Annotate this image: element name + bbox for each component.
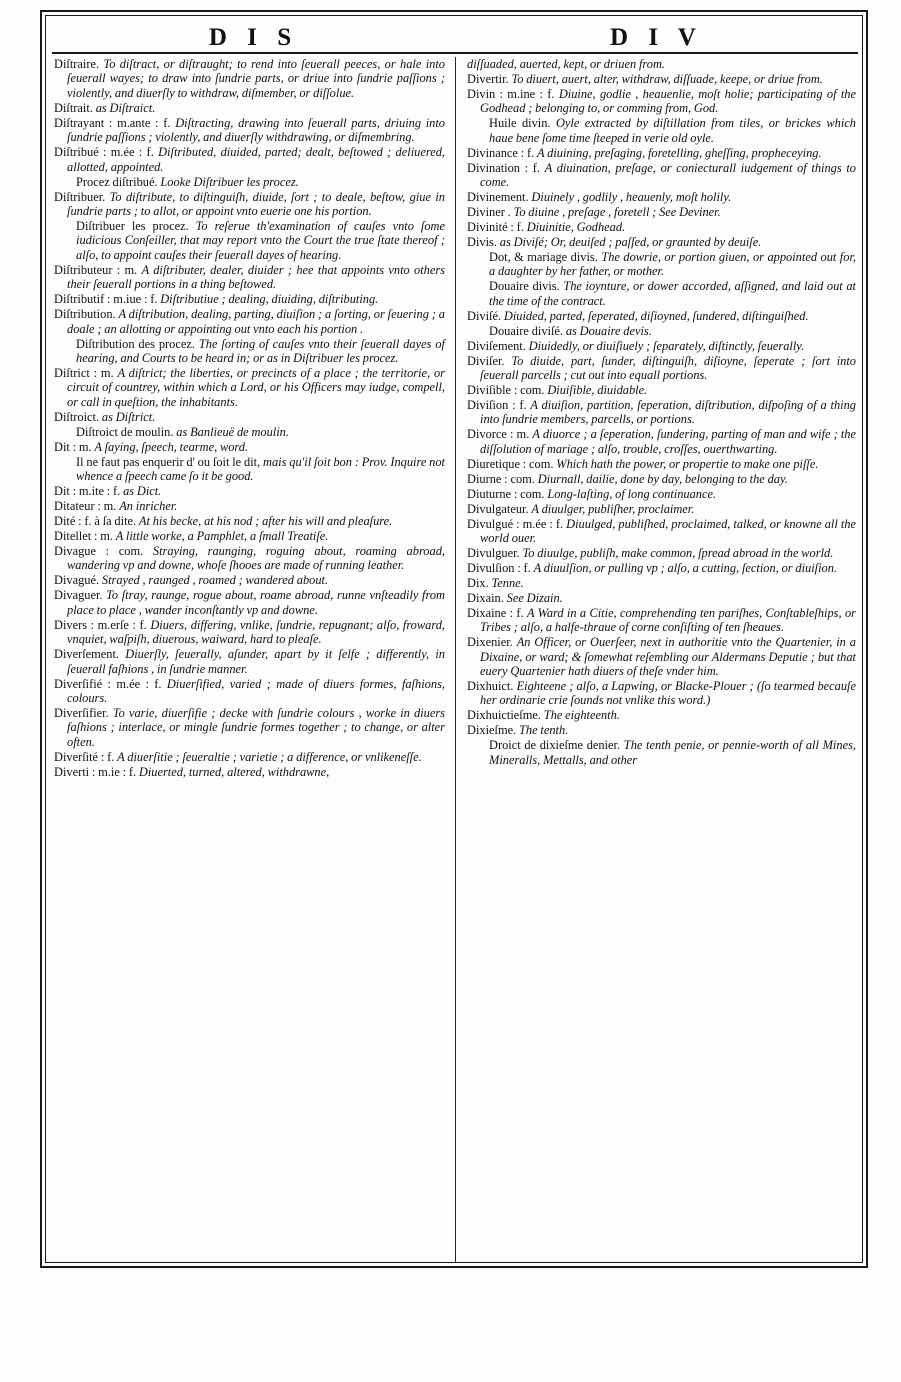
entry-headword: Dit : m.ite : f. — [54, 484, 121, 499]
entry-headword: Diſtribuer. — [54, 189, 106, 204]
entry-headword: Diverti : m.ie : f. — [54, 764, 137, 779]
dictionary-entry — [467, 309, 856, 323]
dictionary-entry — [467, 457, 856, 471]
entry-headword: Divulgué : m.ée : f. — [467, 516, 564, 531]
entry-headword: Droict de dixieſme denier. — [489, 738, 621, 753]
dictionary-entry — [54, 190, 445, 219]
entry-definition: To diſtract, or diſtraught; to rend into ſeuerall peeces, or hale into ſeuerall wayes; to draw into ſundrie parts, or driue into ſundrie paſſions ; violently, and diuerſly to withdraw, diſmember, or diſſolue. — [67, 57, 445, 100]
dictionary-entry — [54, 292, 445, 306]
entry-headword: Dixhuict. — [467, 679, 514, 694]
entry-headword: Dix. — [467, 575, 489, 590]
dictionary-entry — [467, 87, 856, 116]
entry-definition: A diuining, preſaging, foretelling, gheſſing, propheceying. — [537, 145, 822, 160]
dictionary-entry — [467, 561, 856, 575]
entry-definition: Diſtributed, diuided, parted; dealt, beſtowed ; deliuered, allotted, appointed. — [67, 145, 445, 174]
dictionary-entry — [54, 573, 445, 587]
dictionary-entry — [54, 499, 445, 513]
entry-definition: A diſtrict; the liberties, or precincts of a place ; the territorie, or circuit of countrey, within which a Lord, or his Officers may iudge, compell, or call in queſtion, the inhabitants. — [67, 366, 445, 409]
entry-definition: To diuulge, publiſh, make common, ſpread abroad in the world. — [522, 545, 834, 560]
dictionary-entry — [467, 57, 856, 71]
dictionary-entry — [467, 146, 856, 160]
dictionary-entry — [467, 738, 856, 767]
dictionary-entry — [54, 145, 445, 174]
dictionary-entry — [467, 324, 856, 338]
entry-definition: Diuerſified, varied ; made of diuers formes, faſhions, colours. — [67, 676, 445, 705]
entry-headword: Diſtroict. — [54, 409, 100, 424]
dictionary-entry — [467, 487, 856, 501]
dictionary-entry — [467, 279, 856, 308]
entry-definition: An Officer, or Ouerſeer, next in authoritie vnto the Quartenier, in a Dixaine, or ward; & ſomewhat reſembling our Aldermans Deputie ; but that euery Quartenier hath diuers of theſe vnder him. — [480, 635, 856, 679]
dictionary-entry — [467, 472, 856, 486]
entry-definition: A diuulſion, or pulling vp ; alſo, a cutting, ſection, or diuiſion. — [533, 560, 838, 575]
dictionary-entry — [467, 517, 856, 546]
entry-headword: Diſtribution des procez. — [76, 336, 195, 351]
entry-definition: A ſaying, ſpeech, tearme, word. — [94, 439, 249, 454]
running-head-left: D I S — [208, 24, 299, 51]
dictionary-entry — [467, 502, 856, 516]
entry-definition: The ſorting of cauſes vnto their ſeuerall dayes of hearing, and Courts to be heard in; or as in Diſtribuer les procez. — [76, 336, 445, 366]
entry-headword: Diuturne : com. — [467, 486, 545, 501]
dictionary-entry — [54, 647, 445, 676]
entry-headword: Dixhuictieſme. — [467, 708, 541, 723]
entry-headword: Diverſifié : m.ée : f. — [54, 676, 162, 691]
entry-definition: Eighteene ; alſo, a Lapwing, or Blacke-Plouer ; (ſo tearmed becauſe her ordinarie crie ſounds not vnlike this word.) — [480, 679, 856, 708]
entry-definition: A diuiſion, partition, ſeperation, diſtribution, diſpoſing of a thing into ſundrie members, parcells, or portions. — [480, 397, 856, 427]
entry-definition: Diuided, parted, ſeperated, diſioyned, ſundered, diſtinguiſhed. — [503, 308, 809, 323]
dictionary-entry — [54, 514, 445, 528]
entry-headword: Diverſité : f. — [54, 749, 115, 764]
entry-headword: Dot, & mariage divis. — [489, 249, 598, 264]
dictionary-entry — [54, 706, 445, 749]
entry-headword: Diviſible : com. — [467, 382, 545, 397]
entry-definition: A diuerſitie ; ſeueraltie ; varietie ; a difference, or vnlikeneſſe. — [117, 749, 422, 764]
entry-headword: Dixaine : f. — [467, 605, 524, 620]
dictionary-entry — [54, 307, 445, 336]
dictionary-entry — [467, 339, 856, 353]
entry-definition: To varie, diuerſifie ; decke with ſundrie colours , worke in diuers faſhions ; interlace, or mingle ſundrie formes together ; to change, or alter often. — [67, 705, 445, 749]
entry-headword: Divinance : f. — [467, 145, 535, 160]
entry-definition: A diuulger, publiſher, proclaimer. — [531, 501, 695, 516]
entry-headword: Diſtribution. — [54, 307, 116, 322]
dictionary-entry — [467, 250, 856, 279]
entry-definition: To diſtribute, to diſtinguiſh, diuide, ſort ; to deale, beſtow, giue in ſundrie parts ; to allot, or appoint vnto euerie one his portion. — [67, 189, 445, 219]
dictionary-entry — [467, 591, 856, 605]
entry-headword: Divinement. — [467, 190, 529, 205]
dictionary-entry — [54, 366, 445, 409]
dictionary-entry — [467, 606, 856, 635]
entry-headword: Il ne faut pas enquerir d' ou ſoit le dit, — [76, 454, 261, 469]
entry-headword: Divulſion : f. — [467, 560, 531, 575]
dictionary-entry — [467, 576, 856, 590]
entry-definition: See Dizain. — [506, 590, 563, 605]
dictionary-entry — [54, 529, 445, 543]
entry-definition: Diuulged, publiſhed, proclaimed, talked, or knowne all the world ouer. — [480, 516, 856, 545]
entry-definition: A Ward in a Citie, comprehending ten pariſhes, Conſtableſhips, or Tribes ; alſo, a halfe-thraue of corne conſiſting of ten ſheaues. — [480, 605, 856, 635]
entry-headword: Ditateur : m. — [54, 499, 117, 514]
entry-headword: Diſtribué : m.ée : f. — [54, 145, 154, 160]
entry-definition: Diuers, differing, vnlike, ſundrie, repugnant; alſo, froward, vnquiet, waſpiſh, diuerous, waiward, hard to pleaſe. — [67, 617, 445, 647]
dictionary-entry — [54, 765, 445, 779]
entry-definition: To diuert, auert, alter, withdraw, diſſuade, keepe, or driue from. — [511, 71, 823, 86]
entry-headword: Diverſement. — [54, 647, 120, 662]
entry-headword: Diſtribuer les procez. — [76, 218, 189, 233]
entry-headword: Diuretique : com. — [467, 456, 554, 471]
dictionary-entry — [467, 679, 856, 708]
dictionary-entry — [467, 235, 856, 249]
dictionary-entry — [467, 220, 856, 234]
dictionary-entry — [54, 440, 445, 454]
entry-definition: Oyle extracted by diſtillation from tiles, or brickes which haue bene ſome time ſteeped in verie old oyle. — [489, 116, 856, 145]
entry-definition: Diurnall, dailie, done by day, belonging to the day. — [537, 471, 788, 486]
entry-headword: Dixieſme. — [467, 723, 517, 738]
entry-headword: Diviſion : f. — [467, 397, 527, 412]
text-columns — [54, 57, 856, 1262]
dictionary-entry — [54, 618, 445, 647]
dictionary-entry — [467, 190, 856, 204]
entry-headword: Douaire divis. — [489, 279, 560, 294]
entry-headword: Divague : com. — [54, 543, 144, 558]
entry-definition: Diuine, godlie , heauenlie, moſt holie; participating of the Godhead ; belonging to, or comming from, God. — [480, 86, 856, 116]
entry-definition: To reſerue th'examination of cauſes vnto ſome iudicious Conſeiller, that may report vnto the Court the true ſtate thereof ; alſo, to appoint cauſes their ſeuerall dayes of hearing. — [76, 218, 445, 262]
entry-definition: A diſtributer, dealer, diuider ; hee that appoints vnto others their ſeuerall portions in a thing beſtowed. — [67, 262, 445, 292]
entry-headword: Divinité : f. — [467, 219, 524, 234]
dictionary-entry — [54, 425, 445, 439]
entry-definition: To diuine , preſage , foretell ; See Deviner. — [513, 205, 721, 220]
entry-headword: Dité : f. à ſa dite. — [54, 514, 137, 529]
dictionary-entry — [467, 708, 856, 722]
entry-definition: Strayed , raunged , roamed ; wandered about. — [101, 573, 329, 588]
entry-headword: Diurne : com. — [467, 471, 535, 486]
entry-headword: Divulgateur. — [467, 501, 529, 516]
entry-headword: Dixenier. — [467, 635, 513, 650]
entry-definition: A diuorce ; a ſeperation, ſundering, parting of man and wife ; the diſſolution of mariage ; alſo, trouble, croſſes, ouerthwarting. — [480, 427, 856, 456]
entry-definition: Diuerted, turned, altered, withdrawne, — [138, 764, 330, 779]
entry-headword: Divers : m.erſe : f. — [54, 617, 147, 632]
entry-headword: Dixain. — [467, 590, 504, 605]
entry-definition: The ioynture, or dower accorded, aſſigned, and laid out at the time of the contract. — [489, 279, 856, 308]
dictionary-entry — [467, 205, 856, 219]
entry-definition: as Dict. — [123, 484, 162, 499]
entry-definition: To diuide, part, ſunder, diſtinguiſh, diſioyne, ſeperate ; ſort into ſeuerall parcells ; cut out into equall portions. — [480, 353, 856, 383]
dictionary-entry — [54, 544, 445, 573]
entry-definition: The dowrie, or portion giuen, or appointed out for, a daughter by her father, or mother. — [489, 249, 856, 279]
entry-headword: Divertir. — [467, 71, 509, 86]
dictionary-entry — [467, 398, 856, 427]
entry-definition: Looke Diſtribuer les procez. — [160, 174, 299, 189]
entry-definition: as Diviſé; Or, deuiſed ; paſſed, or graunted by deuiſe. — [499, 234, 762, 249]
entry-definition: The tenth. — [519, 723, 569, 738]
entry-definition: A diuination, preſage, or coniecturall iudgement of things to come. — [480, 160, 856, 190]
entry-definition: Diuiſible, diuidable. — [547, 382, 648, 397]
right-column — [455, 57, 856, 1262]
dictionary-entry — [54, 588, 445, 617]
entry-headword: Procez diſtribué. — [76, 174, 158, 189]
entry-headword: Diſtrict : m. — [54, 366, 114, 381]
dictionary-entry — [54, 337, 445, 366]
entry-headword: Divaguer. — [54, 588, 103, 603]
header-divider — [52, 52, 858, 54]
entry-headword: Divis. — [467, 234, 497, 249]
entry-headword: Divorce : m. — [467, 427, 530, 442]
left-column — [54, 57, 455, 1262]
entry-definition: Long-laſting, of long continuance. — [547, 486, 717, 501]
entry-definition: as Banlieuë de moulin. — [176, 424, 289, 439]
entry-headword: Diverſifier. — [54, 705, 109, 720]
entry-definition: Diuinitie, Godhead. — [526, 219, 626, 234]
entry-headword: Divination : f. — [467, 160, 541, 175]
entry-definition: Tenne. — [491, 575, 524, 590]
entry-headword: Douaire diviſé. — [489, 323, 564, 338]
dictionary-entry — [467, 354, 856, 383]
entry-headword: Diſtroict de moulin. — [76, 424, 174, 439]
dictionary-entry — [467, 383, 856, 397]
entry-definition: Diſtributiue ; dealing, diuiding, diſtributing. — [160, 292, 379, 307]
dictionary-entry — [54, 116, 445, 145]
entry-definition: An inricher. — [119, 499, 178, 514]
entry-definition: as Diſtraict. — [95, 100, 156, 115]
entry-headword: Diſtributeur : m. — [54, 262, 138, 277]
dictionary-entry — [467, 427, 856, 456]
dictionary-entry — [467, 161, 856, 190]
entry-definition: The tenth penie, or pennie-worth of all Mines, Mineralls, Mettalls, and other — [489, 738, 856, 767]
dictionary-entry — [54, 750, 445, 764]
entry-definition: Diſtracting, drawing into ſeuerall parts, driuing into ſundrie paſſions ; violently, and diuerſly withdrawing, or diſmembring. — [67, 115, 445, 145]
entry-headword: Diviſement. — [467, 338, 526, 353]
dictionary-entry — [54, 219, 445, 262]
entry-definition: Diuinely , godlily , heauenly, moſt holily. — [531, 190, 732, 205]
dictionary-entry — [467, 723, 856, 737]
entry-headword: Huile divin. — [489, 116, 551, 131]
entry-headword: Dit : m. — [54, 439, 92, 454]
running-head — [52, 20, 858, 56]
dictionary-entry — [467, 546, 856, 560]
entry-definition: Straying, raunging, roguing about, roaming abroad, wandering vp and downe, whoſe ſhooes are made of running leather. — [67, 543, 445, 573]
dictionary-entry — [54, 455, 445, 484]
entry-definition: To ſtray, raunge, rogue about, roame abroad, runne vnſteadily from place to place , wander inconſtantly vp and downe. — [67, 588, 445, 617]
entry-definition: A diſtribution, dealing, parting, diuiſion ; a ſorting, or ſeuering ; a doale ; an allotting or appointing out vnto each his portion . — [67, 307, 445, 336]
entry-headword: Diſtributif : m.iue : f. — [54, 292, 158, 307]
entry-headword: Diſtrait. — [54, 100, 93, 115]
entry-headword: Diſtrayant : m.ante : f. — [54, 115, 171, 130]
entry-headword: Divin : m.ine : f. — [467, 86, 555, 101]
entry-definition: as Douaire devis. — [565, 323, 652, 338]
entry-definition: Diuerſly, ſeuerally, aſunder, apart by it ſelfe ; differently, in ſeuerall faſhions , in ſundrie manner. — [67, 647, 445, 676]
dictionary-entry — [467, 116, 856, 145]
entry-headword: Diſtraire. — [54, 57, 100, 71]
dictionary-entry — [54, 101, 445, 115]
dictionary-entry — [54, 677, 445, 706]
entry-definition: Which hath the power, or propertie to make one piſſe. — [556, 456, 819, 471]
entry-definition: At his becke, at his nod ; after his will and pleaſure. — [138, 514, 393, 529]
entry-definition: The eighteenth. — [543, 708, 620, 723]
entry-definition: diſſuaded, auerted, kept, or driuen from. — [467, 57, 665, 71]
entry-headword: Ditellet : m. — [54, 529, 113, 543]
entry-headword: Divagué. — [54, 573, 100, 588]
entry-definition: as Diſtrict. — [101, 409, 156, 424]
entry-headword: Diviſé. — [467, 308, 502, 323]
dictionary-entry — [54, 57, 445, 100]
dictionary-entry — [467, 635, 856, 678]
entry-definition: mais qu'il ſoit bon : Prov. Inquire not whence a ſpeech came ſo it be good. — [76, 454, 445, 484]
dictionary-entry — [54, 263, 445, 292]
entry-headword: Diviner . — [467, 205, 511, 220]
dictionary-entry — [54, 484, 445, 498]
entry-headword: Divulguer. — [467, 545, 520, 560]
entry-definition: Diuidedly, or diuiſiuely ; ſeparately, diſtinctly, ſeuerally. — [528, 338, 805, 353]
entry-definition: A little worke, a Pamphlet, a ſmall Treatiſe. — [115, 529, 329, 543]
dictionary-entry — [54, 175, 445, 189]
dictionary-entry — [467, 72, 856, 86]
entry-headword: Diviſer. — [467, 353, 505, 368]
dictionary-entry — [54, 410, 445, 424]
running-head-right: D I V — [610, 24, 703, 51]
